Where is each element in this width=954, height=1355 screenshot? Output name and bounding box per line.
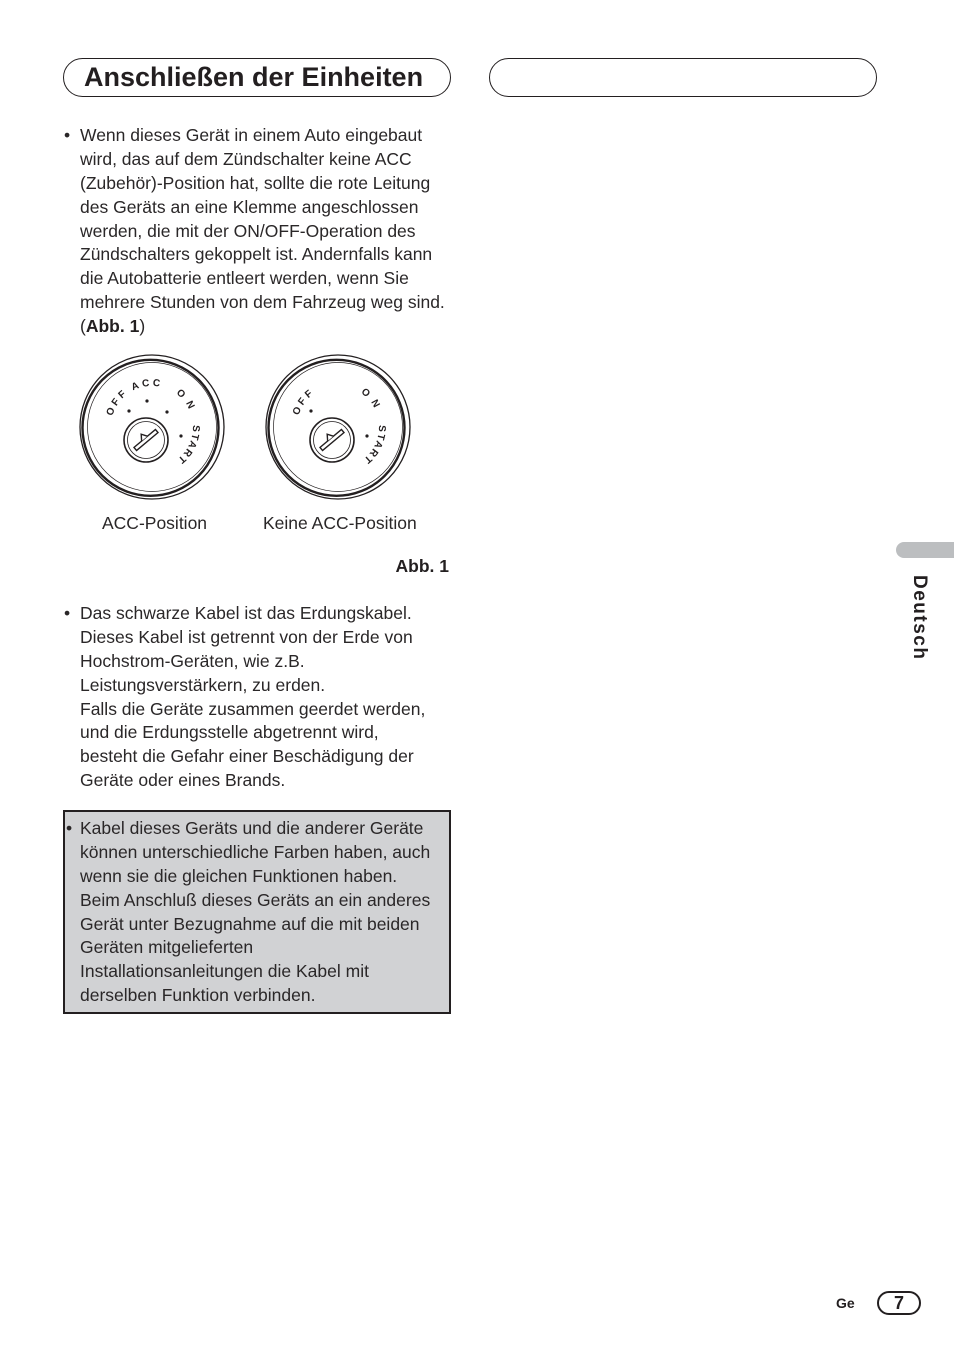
position-dot [145,399,148,402]
bullet-marker: • [66,818,73,838]
paragraph-ground-cable [80,602,425,793]
text-line: (Zubehör)-Position hat, sollte die rote Leitung [80,172,431,193]
label-off-text: OFF [290,386,318,417]
text-line: die Autobatterie entleert werden, wenn Sie [80,268,409,289]
text-line: Kabel dieses Geräts und die anderer Geräte [80,818,424,838]
label-start-text: START [360,424,388,467]
text-line: und die Erdungsstelle abgetrennt wird, [80,722,379,743]
text-line: Zündschalters gekoppelt ist. Andernfalls kann [80,244,433,265]
language-tab-bar [896,542,954,558]
label-acc-text: ACC [129,377,164,394]
text-line: besteht die Gefahr einer Beschädigung der [80,746,414,767]
text-line: derselben Funktion verbinden. [80,985,316,1006]
note-text [80,817,430,1008]
label-on-text: ON [173,387,199,417]
text-line: wenn sie die gleichen Funktionen haben. [80,865,398,886]
page-number-badge [877,1291,921,1315]
ignition-switch-no-acc-illustration [258,347,418,507]
text-line: des Geräts an eine Klemme angeschlossen [80,196,419,217]
text-line: Gerät unter Bezugnahme auf die mit beiden [80,913,420,934]
text-line: wird, das auf dem Zündschalter keine ACC [80,148,412,169]
text-line: Falls die Geräte zusammen geerdet werden, [80,698,426,719]
position-dot [165,410,168,413]
label-on-text: ON [358,386,385,415]
ref-open-paren: ( [80,316,86,337]
text-line: können unterschiedliche Farben haben, auch [80,841,431,862]
text-line: Installationsanleitungen die Kabel mit [80,961,369,982]
text-line: Geräte oder eines Brands. [80,770,286,791]
ignition-switch-acc-illustration [72,347,232,507]
position-dot [127,409,130,412]
language-tab-label: Deutsch [909,575,930,661]
text-line: mehrere Stunden von dem Fahrzeug weg sind. [80,292,445,313]
paragraph-acc-warning [80,124,445,339]
text-line: Beim Anschluß dieses Geräts an ein anderes [80,889,431,910]
language-code: Ge [836,1295,855,1311]
text-line: Leistungsverstärkern, zu erden. [80,674,326,695]
position-dot [365,434,368,437]
caption-acc-position: ACC-Position [102,513,208,533]
bullet-marker: • [64,125,71,145]
text-line: Wenn dieses Gerät in einem Auto eingebaut [80,125,423,145]
label-start-text: START [174,424,202,467]
bullet-marker: • [64,603,71,623]
section-title: Anschließen der Einheiten [84,62,424,92]
page-number: 7 [893,1293,904,1313]
position-dot [309,409,312,412]
text-line: Dieses Kabel ist getrennt von der Erde von [80,626,413,647]
caption-no-acc-position: Keine ACC-Position [263,513,417,533]
text-line: Geräten mitgelieferten [80,937,254,958]
text-line: Das schwarze Kabel ist das Erdungskabel. [80,603,412,623]
label-off-text: OFF [104,386,131,418]
figure-reference: Abb. 1 [85,316,140,337]
figure-reference-line [80,315,445,339]
text-line: Hochstrom-Geräten, wie z.B. [80,650,305,671]
empty-title-pill [489,58,877,97]
section-title-pill [63,58,451,97]
figure-label: Abb. 1 [395,556,449,576]
note-box [63,810,451,1014]
position-dot [179,434,182,437]
text-line: werden, die mit der ON/OFF-Operation des [80,220,416,241]
ref-close-paren: ) [139,316,146,337]
